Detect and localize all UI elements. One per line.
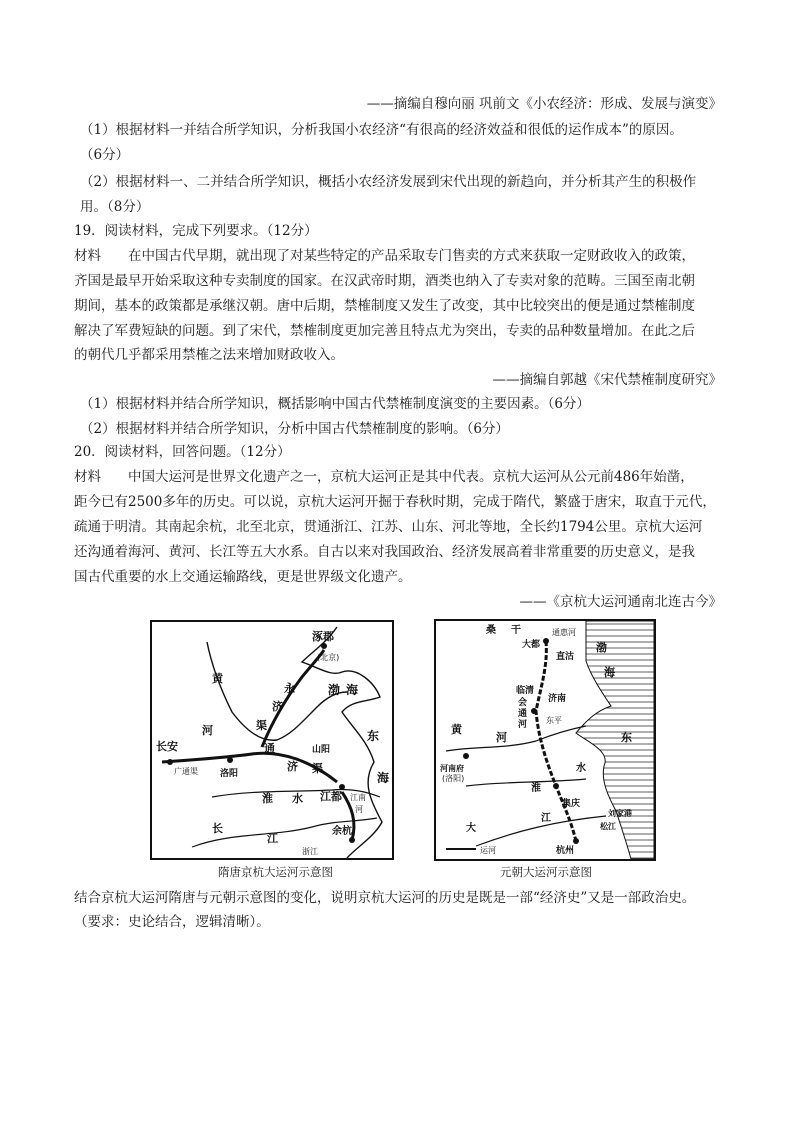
yellow-river <box>446 726 586 751</box>
map-label: 永 <box>284 682 295 695</box>
hangzhou-dot <box>573 838 579 844</box>
map-label: 余杭 <box>332 826 352 837</box>
map-label: 浙江 <box>302 847 318 856</box>
map-label: 会 <box>518 698 528 708</box>
map-label: 江南 <box>350 793 366 802</box>
map-label: 海 <box>377 771 390 785</box>
yuan-map-drawing <box>436 621 654 859</box>
sui-tang-canal-map <box>150 620 394 860</box>
map-label: 桑 <box>486 625 496 636</box>
map-label: 水 <box>292 792 303 805</box>
map-label: (北京) <box>317 653 340 662</box>
map-label: 水 <box>576 763 586 774</box>
map-label: 干 <box>511 625 521 636</box>
map-label: 河 <box>355 805 363 814</box>
q18-sub2-line1: （2）根据材料一、二并结合所学知识，概括小农经济发展到宋代出现的新趋向，并分析其产生的积极作 <box>80 174 697 190</box>
map-label: 海 <box>346 683 359 697</box>
map-label: 济 <box>272 700 283 713</box>
sui-tang-map-drawing <box>152 622 392 858</box>
q19-material-line: 材料 在中国古代早期，就出现了对某些特定的产品采取专门售卖的方式来获取一定财政收入的政策， <box>74 248 695 264</box>
map-label: 洛阳 <box>220 769 239 779</box>
map-label: 河 <box>518 720 528 730</box>
map-label: 河南府 <box>440 764 464 773</box>
map-label: 通 <box>264 742 275 755</box>
material-source-q18: ——摘编自穆向丽 巩前文《小农经济：形成、发展与演变》 <box>366 96 722 112</box>
map-label: 渤 <box>328 683 341 697</box>
q19-material-line: 齐国是最早开始采取这种专卖制度的国家。在汉武帝时期，酒类也纳入了专卖对象的范畴。三国至南北朝 <box>74 273 695 289</box>
huai-river <box>466 779 586 786</box>
map-label: 杭州 <box>556 846 575 856</box>
q20-material-line: 国古代重要的水上交通运输路线，更是世界级文化遗产。 <box>74 569 412 585</box>
map-label: 松江 <box>600 822 616 831</box>
zhuojun-dot <box>321 643 327 649</box>
map-label: 山阳 <box>312 745 331 755</box>
map-label: 集庆 <box>562 799 581 809</box>
changan-dot <box>167 759 173 765</box>
q20-material-line: 还沟通着海河、黄河、长江等五大水系。自古以来对我国政治、经济发展高着非常重要的历史意义，是我 <box>74 544 695 560</box>
q18-sub2-line2: 用。（8分） <box>80 199 150 215</box>
q19-material-line: 的朝代几乎都采用禁榷之法来增加财政收入。 <box>74 347 344 363</box>
q20-material-line: 材料 中国大运河是世界文化遗产之一，京杭大运河正是其中代表。京杭大运河从公元前486年始凿， <box>74 469 694 485</box>
map-label: 渠 <box>312 762 323 775</box>
jiqing-dot <box>553 783 559 789</box>
map-label: 济 <box>287 760 298 773</box>
map-label: 淮 <box>262 792 273 805</box>
yuan-grand-canal <box>536 641 576 841</box>
yuan-map-caption: 元朝大运河示意图 <box>500 865 592 879</box>
map-label: 黄 <box>212 672 223 685</box>
map-label: 江都 <box>320 790 342 803</box>
q20-question-line2: （要求：史论结合，逻辑清晰）。 <box>74 914 270 930</box>
q18-sub1-line1: （1）根据材料一并结合所学知识，分析我国小农经济“有很高的经济效益和很低的运作成本”的原因。 <box>80 122 683 138</box>
map-label: 渤 <box>596 641 607 654</box>
q20-material-line: 疏通于明清。其南起余杭，北至北京，贯通浙江、江苏、山东、河北等地，全长约1794公里。京杭大运河 <box>74 519 703 535</box>
sui-tang-map-caption: 隋唐京杭大运河示意图 <box>218 865 333 879</box>
q19-sub1: （1）根据材料并结合所学知识，概括影响中国古代禁榷制度演变的主要因素。（6分） <box>80 396 590 412</box>
map-label: 运河 <box>480 846 496 855</box>
yuan-canal-map <box>434 619 656 861</box>
q20-source: ——《京杭大运河通南北连古今》 <box>519 594 722 610</box>
q20-material-line: 距今已有2500多年的历史。可以说，京杭大运河开掘于春秋时期，完成于隋代，繁盛于唐宋，取直于元代， <box>74 494 716 510</box>
q20-heading: 20．阅读材料，回答问题。（12分） <box>74 444 291 460</box>
q19-material-line: 期间，基本的政策都是承继汉朝。唐中后期，禁榷制度又发生了改变，其中比较突出的便是通过禁榷制度 <box>74 298 695 314</box>
map-label: 河 <box>202 724 213 737</box>
henanfu-dot <box>463 753 469 759</box>
linqing-dot <box>531 708 537 714</box>
map-label: 淮 <box>531 783 541 794</box>
q19-source: ——摘编自郭越《宋代禁榷制度研究》 <box>492 372 722 388</box>
map-label: 济南 <box>548 694 567 704</box>
map-label: 东平 <box>546 716 562 725</box>
luoyang-dot <box>227 757 233 763</box>
map-label: 海 <box>604 666 615 679</box>
map-label: 长安 <box>156 740 178 753</box>
map-label: 江 <box>267 832 278 845</box>
dadu-dot <box>543 638 549 644</box>
map-label: 东 <box>367 729 380 743</box>
yuhang-dot <box>349 837 355 843</box>
map-label: 河 <box>496 731 507 744</box>
map-label: 广通渠 <box>174 767 198 776</box>
map-label: 直沽 <box>556 652 575 662</box>
map-label: (洛阳) <box>442 774 465 783</box>
map-label: 通惠河 <box>552 628 576 637</box>
map-label: 渠 <box>256 719 267 732</box>
yongji-canal <box>262 650 324 747</box>
q19-material-line: 解决了军费短缺的问题。到了宋代，禁榷制度更加完善且特点尤为突出，专卖的品种数量增加。在此之后 <box>74 323 695 339</box>
map-label: 东 <box>621 731 632 744</box>
q19-heading: 19．阅读材料，完成下列要求。（12分） <box>74 223 318 239</box>
map-label: 大都 <box>522 640 541 650</box>
map-label: 江 <box>541 813 551 824</box>
map-label: 涿郡 <box>312 630 334 643</box>
map-label: 黄 <box>451 723 462 736</box>
map-label: 大 <box>466 823 476 834</box>
map-label: 刘家港 <box>608 809 632 818</box>
map-label: 临清 <box>516 686 535 696</box>
q19-sub2: （2）根据材料并结合所学知识，分析中国古代禁榷制度的影响。（6分） <box>80 421 509 437</box>
map-label: 长 <box>212 822 223 835</box>
q18-sub1-line2: （6分） <box>80 147 130 163</box>
map-label: 通 <box>518 709 528 719</box>
q20-question-line1: 结合京杭大运河隋唐与元朝示意图的变化，说明京杭大运河的历史是既是一部“经济史”又是一部政治史。 <box>74 890 696 906</box>
